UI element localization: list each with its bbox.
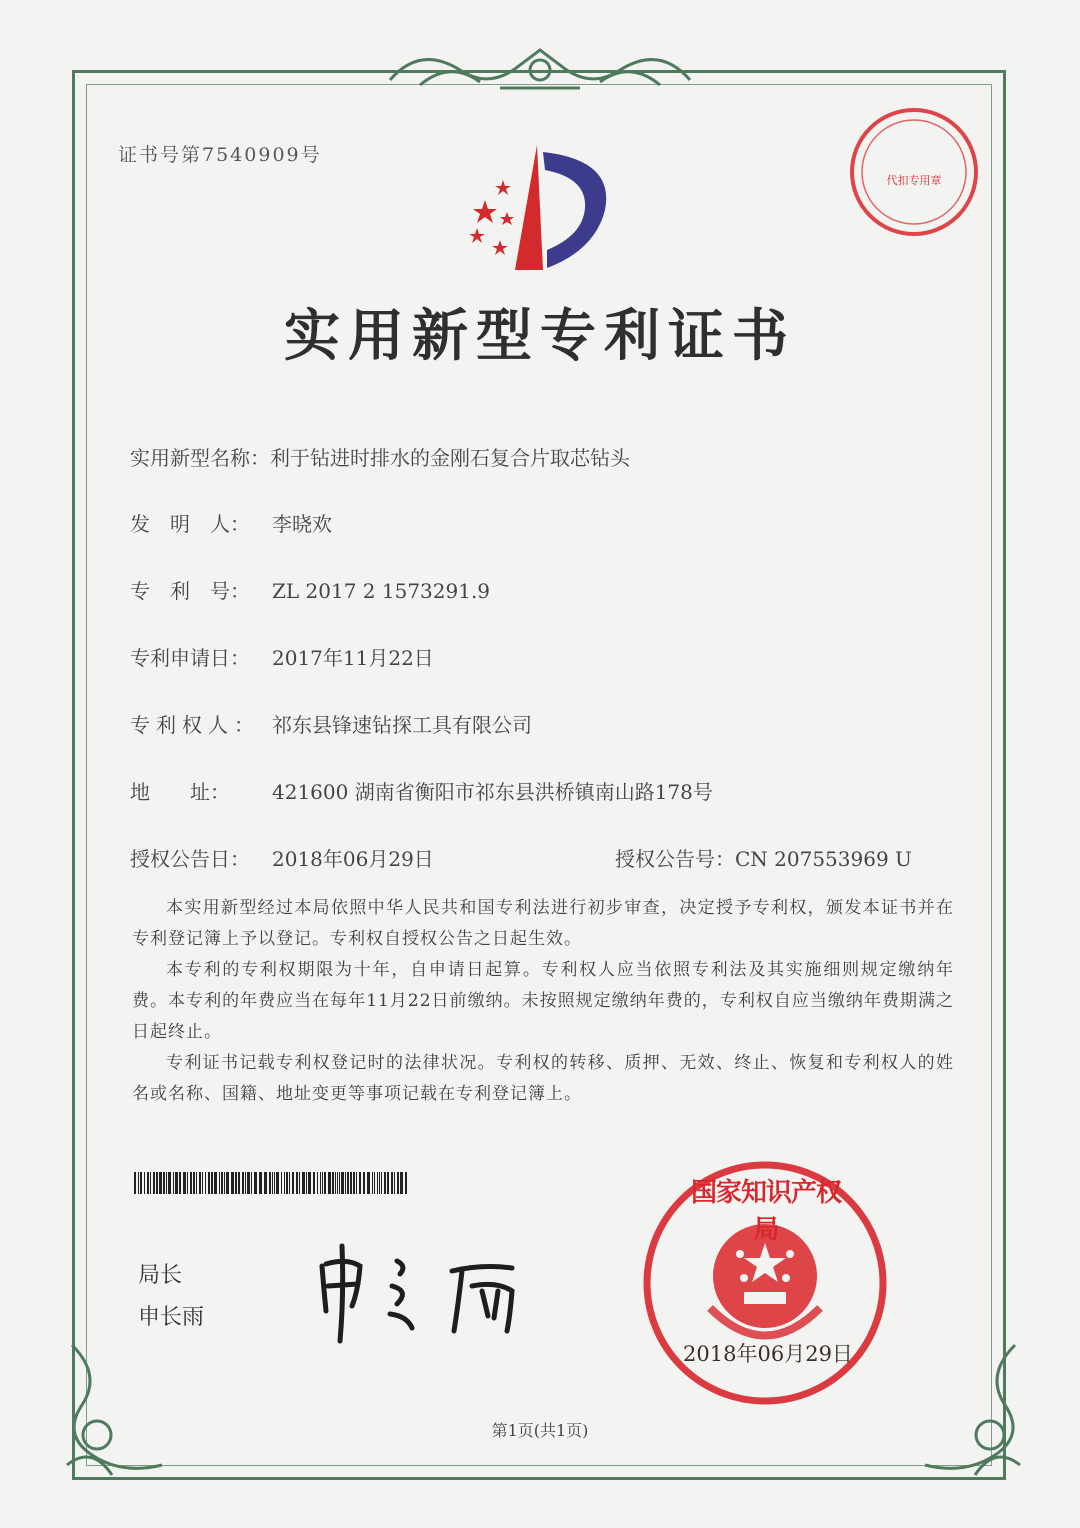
patentee-row — [130, 709, 532, 738]
field-value: 2017年11月22日 — [272, 646, 434, 670]
grant-date-row — [130, 843, 434, 872]
field-value: 利于钻进时排水的金刚石复合片取芯钻头 — [270, 446, 630, 470]
bottom-right-ornament-icon — [905, 1335, 1035, 1485]
top-ornament-icon — [380, 40, 700, 100]
bottom-left-ornament-icon — [52, 1335, 182, 1485]
body-paragraph: 本实用新型经过本局依照中华人民共和国专利法进行初步审查，决定授予专利权，颁发本证书并在专利登记簿上予以登记。专利权自授权公告之日起生效。 — [132, 898, 954, 949]
seal-agency-text: 国家知识产权局 — [690, 1178, 841, 1245]
inventor-row — [130, 508, 332, 537]
field-label: 授权公告日： — [130, 847, 250, 871]
grant-number-row — [615, 843, 912, 872]
page-number: 第1页(共1页) — [491, 1421, 589, 1440]
field-value: 李晓欢 — [272, 512, 332, 536]
signature-icon — [312, 1236, 552, 1346]
field-label: 专利申请日： — [130, 646, 250, 670]
field-value: 祁东县锋速钻探工具有限公司 — [272, 713, 532, 737]
body-paragraph: 本专利的专利权期限为十年，自申请日起算。专利权人应当依照专利法及其实施细则规定缴纳年费。本专利的年费应当在每年11月22日前缴纳。未按照规定缴纳年费的，专利权自应当缴纳年费期满之日起终止。 — [132, 960, 954, 1042]
top-seal-text: 代扣专用章 — [886, 174, 942, 187]
certificate-number: 证书号第7540909号 — [118, 144, 322, 166]
director-name: 申长雨 — [138, 1305, 205, 1330]
field-label: 实用新型名称： — [130, 446, 270, 470]
director-title: 局长 — [138, 1263, 183, 1288]
field-value: 2018年06月29日 — [272, 847, 434, 871]
body-paragraph: 专利证书记载专利权登记时的法律状况。专利权的转移、质押、无效、终止、恢复和专利权人的姓名或名称、国籍、地址变更等事项记载在专利登记簿上。 — [132, 1053, 954, 1104]
address-row — [130, 776, 713, 805]
barcode-icon — [134, 1172, 410, 1194]
certificate-body — [132, 893, 954, 1110]
utility-model-name-row — [130, 442, 630, 471]
page-title: 实用新型专利证书 — [284, 303, 796, 369]
field-label: 授权公告号： — [615, 847, 735, 871]
field-label: 发 明 人： — [130, 512, 250, 536]
field-label: 专 利 号： — [130, 579, 250, 603]
field-value: ZL 2017 2 1573291.9 — [272, 579, 491, 603]
patent-number-row — [130, 575, 490, 604]
field-value: 421600 湖南省衡阳市祁东县洪桥镇南山路178号 — [272, 780, 713, 804]
seal-date: 2018年06月29日 — [683, 1342, 853, 1366]
field-value: CN 207553969 U — [735, 847, 912, 871]
field-label: 地 址： — [130, 780, 230, 804]
patent-office-logo-icon — [455, 140, 625, 275]
filing-date-row — [130, 642, 434, 671]
field-label: 专利权人： — [130, 713, 260, 737]
